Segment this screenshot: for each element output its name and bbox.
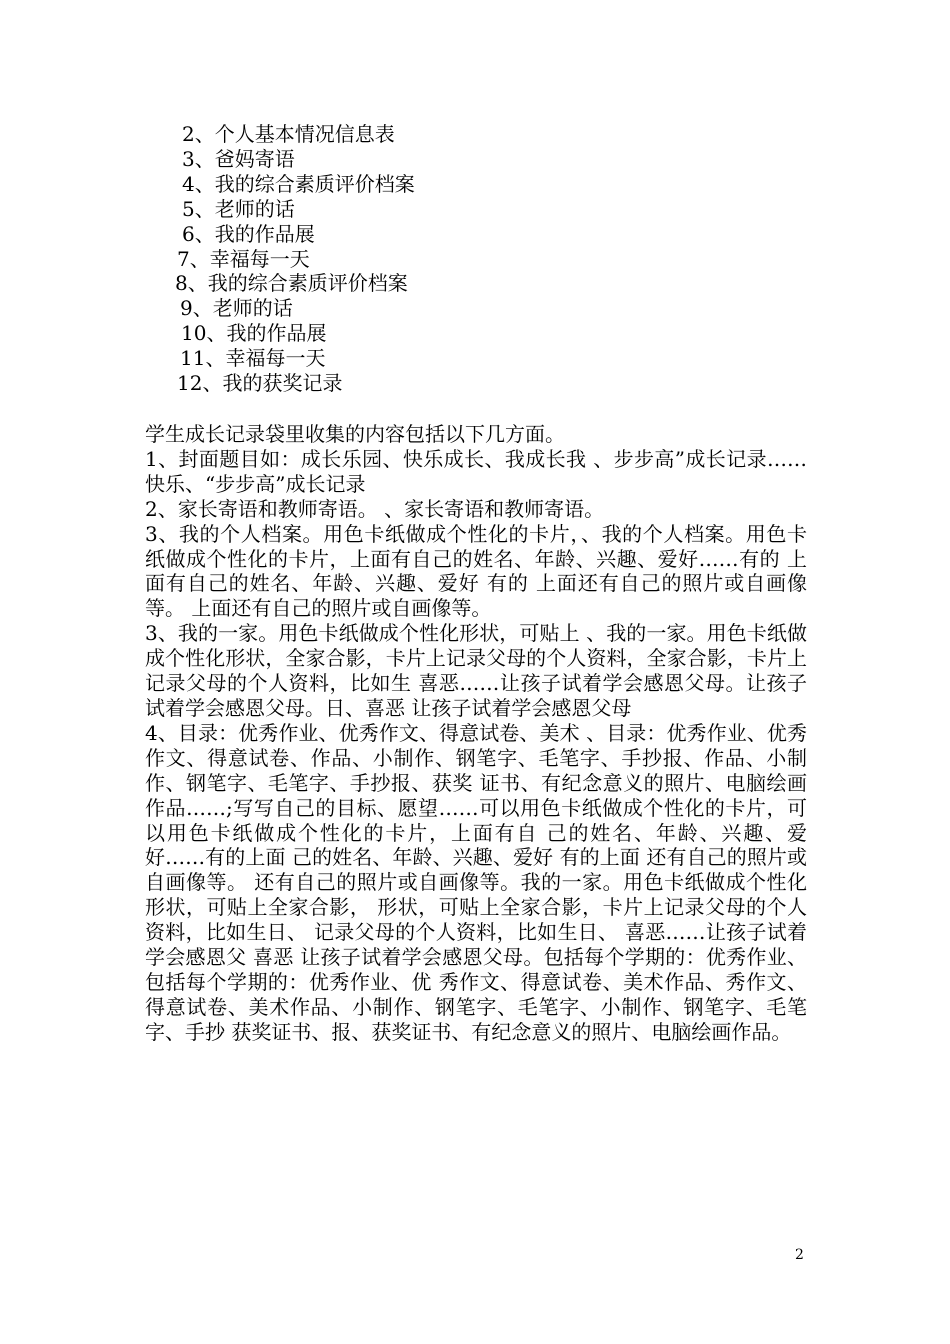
paragraph-my-family: 3、我的一家。用色卡纸做成个性化形状，可贴上 、我的一家。用色卡纸做成个性化形状，全家合影，卡片上记录父母的个人资料，全家合影，卡片上记录父母的个人资料，比如生 喜恶……让孩子试着学会感恩父母。让孩子试着学会感恩父母。日、喜恶 让孩子试着学会感恩父母 <box>145 621 807 720</box>
paragraph-messages: 2、家长寄语和教师寄语。 、家长寄语和教师寄语。 <box>145 496 605 521</box>
list-item: 10、我的作品展 <box>181 321 327 346</box>
contents-list <box>0 122 950 396</box>
list-item: 11、幸福每一天 <box>180 346 326 371</box>
paragraph-intro: 学生成长记录袋里收集的内容包括以下几方面。 <box>145 422 565 446</box>
list-item: 3、爸妈寄语 <box>182 146 295 171</box>
list-item: 5、老师的话 <box>182 196 295 221</box>
page-number: 2 <box>795 1247 804 1263</box>
list-item: 2、个人基本情况信息表 <box>182 122 395 146</box>
list-item: 8、我的综合素质评价档案 <box>175 271 408 296</box>
list-item: 4、我的综合素质评价档案 <box>182 171 415 196</box>
list-item: 6、我的作品展 <box>182 221 315 246</box>
paragraph-personal-file: 3、我的个人档案。用色卡纸做成个性化的卡片，、我的个人档案。用色卡纸做成个性化的卡片，上面有自己的姓名、年龄、兴趣、爱好……有的 上面有自己的姓名、年龄、兴趣、爱好 有的 上面还有自己的照片或自画像等。 上面还有自己的照片或自画像等。 <box>145 521 807 621</box>
list-item: 9、老师的话 <box>180 296 293 321</box>
body-text <box>145 422 807 1045</box>
list-item: 7、幸福每一天 <box>177 246 310 271</box>
list-item: 12、我的获奖记录 <box>177 371 343 396</box>
paragraph-cover-title: 1、封面题目如：成长乐园、快乐成长、我成长我 、步步高”成长记录…… 快乐、“步步高”成长记录 <box>145 446 807 496</box>
paragraph-contents: 4、目录：优秀作业、优秀作文、得意试卷、美术 、目录：优秀作业、优秀作文、得意试卷、作品、小制作、钢笔字、毛笔字、手抄报、作品、小制作、钢笔字、毛笔字、手抄报、获奖 证书、有纪念意义的照片、电脑绘画作品……;写写自己的目标、愿望……可以用色卡纸做成个性化的卡片，可以用色卡纸做成个性化的卡片，上面有自 己的姓名、年龄、兴趣、爱好……有的上面 己的姓名、年龄、兴趣、爱好 有的上面 还有自己的照片或自画像等。 还有自己的照片或自画像等。我的一家。用色卡纸做成个性化 形状，可贴上全家合影， 形状，可贴上全家合影，卡片上记录父母的个人资料，比如生日、 记录父母的个人资料，比如生日、 喜恶……让孩子试着学会感恩父 喜恶 让孩子试着学会感恩父母。包括每个学期的：优秀作业、包括每个学期的：优秀作业、优 秀作文、得意试卷、美术作品、秀作文、得意试卷、美术作品、小制作、钢笔字、毛笔字、小制作、钢笔字、毛笔字、手抄 获奖证书、报、获奖证书、有纪念意义的照片、电脑绘画作品。 <box>145 720 807 1044</box>
